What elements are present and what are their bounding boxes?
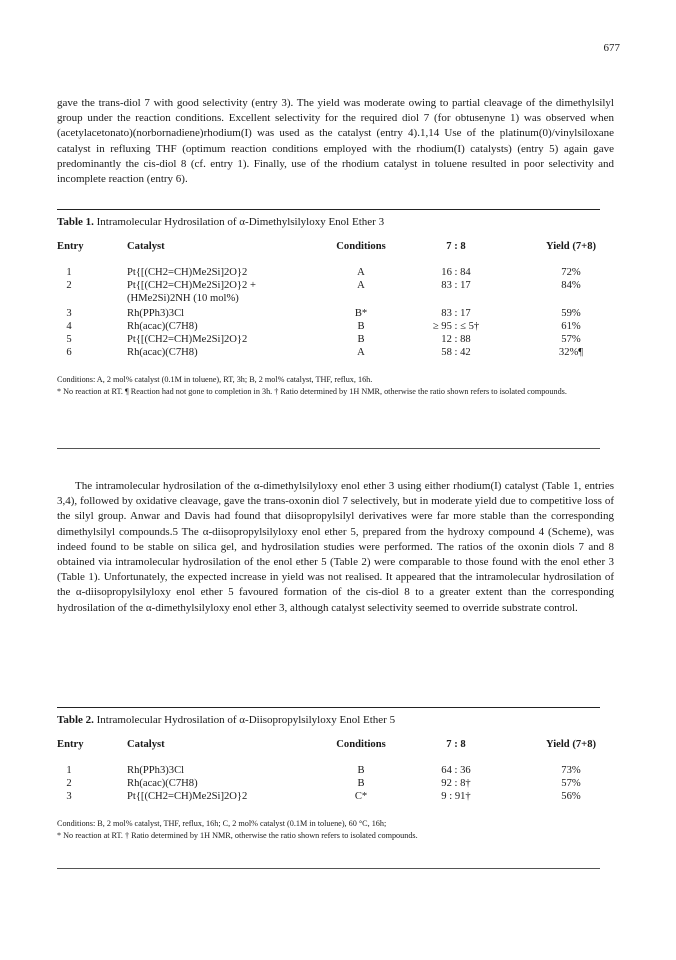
- table2-top-rule: [57, 707, 600, 708]
- yield-cell: 61%: [561, 321, 581, 332]
- yield-cell: 73%: [561, 765, 581, 776]
- ratio-cell: 92 : 8†: [441, 778, 471, 789]
- table1-caption: [57, 216, 614, 228]
- yield-cell: 57%: [561, 334, 581, 345]
- table2-header-yield: Yield (7+8): [545, 739, 597, 750]
- table1-top-rule: [57, 209, 600, 210]
- ratio-cell: 58 : 42: [441, 347, 471, 358]
- conditions-cell: A: [357, 347, 365, 358]
- table1-header-catalyst: Catalyst: [127, 241, 165, 252]
- table-2: [57, 714, 614, 842]
- catalyst-cell-line2: (HMe2Si)2NH (10 mol%): [127, 293, 239, 304]
- table1-header-yield: Yield (7+8): [545, 241, 597, 252]
- catalyst-cell: Pt{[(CH2=CH)Me2Si]2O}2: [127, 791, 248, 802]
- table1-header-row: [57, 241, 614, 257]
- table-row-continuation: [57, 293, 614, 306]
- ratio-cell: ≥ 95 : ≤ 5†: [432, 321, 480, 332]
- entry-cell: 1: [66, 765, 72, 776]
- entry-cell: 1: [66, 267, 72, 278]
- table-row: [57, 321, 614, 334]
- entry-cell: 3: [66, 308, 72, 319]
- paragraph-2: The intramolecular hydrosilation of the α-dimethylsilyloxy enol ether 3 using either rhodium(I) catalyst (Table 1, entries 3,4), followed by oxidative cleavage, gave the trans-oxonin diol 7 selectively, but in moderate yield due to competitive loss of the silyl group. Anwar and Davis had found that diisopropylsilyl derivatives were far more stable than the corresponding dimethylsilyl compounds.5 The α-diisopropylsilyloxy enol ether 5, prepared from the hydroxy compound 4 (Scheme), was indeed found to be stable on silica gel, and hydrosilation studies were performed. The ratios of the oxonin diols 7 and 8 obtained via intramolecular hydrosilation of the enol ether 5 (Table 2) were comparable to those found with the enol ether 3 (Table 1). Unfortunately, the expected increase in yield was not realised. It appeared that the intramolecular hydrosilation of the α-diisopropylsilyloxy enol ether 5 favoured formation of the cis-diol 8 to a greater extent than the corresponding hydrosilation of the α-dimethylsilyloxy enol ether 3, although catalyst selectivity seemed to override substrate control.: [57, 480, 614, 614]
- table-row: [57, 791, 614, 804]
- entry-cell: 6: [66, 347, 72, 358]
- table2-header-row: [57, 739, 614, 755]
- table1-header-conditions: Conditions: [336, 241, 386, 252]
- table1-header-entry: Entry: [57, 241, 84, 252]
- table2-body: [57, 765, 614, 804]
- table2-title: Intramolecular Hydrosilation of α-Diisopropylsilyloxy Enol Ether 5: [96, 714, 396, 726]
- conditions-cell: B: [357, 778, 365, 789]
- conditions-cell: B: [357, 334, 365, 345]
- catalyst-cell: Pt{[(CH2=CH)Me2Si]2O}2: [127, 267, 248, 278]
- table1-body: [57, 267, 614, 360]
- table1-label: Table 1.: [57, 216, 94, 228]
- catalyst-cell: Pt{[(CH2=CH)Me2Si]2O}2: [127, 334, 248, 345]
- catalyst-cell: Rh(PPh3)3Cl: [127, 308, 185, 319]
- table2-label: Table 2.: [57, 714, 94, 726]
- table-row: [57, 308, 614, 321]
- yield-cell: 59%: [561, 308, 581, 319]
- conditions-cell: B: [357, 321, 365, 332]
- conditions-cell: A: [357, 280, 365, 291]
- conditions-cell: C*: [354, 791, 368, 802]
- table2-header-catalyst: Catalyst: [127, 739, 165, 750]
- table-row: [57, 334, 614, 347]
- table-row: [57, 765, 614, 778]
- table-1: [57, 216, 614, 398]
- table-row: [57, 280, 614, 293]
- yield-cell: 56%: [561, 791, 581, 802]
- table2-header-conditions: Conditions: [336, 739, 386, 750]
- yield-cell: 84%: [561, 280, 581, 291]
- yield-cell: 57%: [561, 778, 581, 789]
- table2-note-conditions: Conditions: B, 2 mol% catalyst, THF, reflux, 16h; C, 2 mol% catalyst (0.1M in toluene), 60 °C, 16h;: [57, 819, 387, 828]
- conditions-cell: B*: [354, 308, 368, 319]
- table2-header-entry: Entry: [57, 739, 84, 750]
- table1-note-conditions: Conditions: A, 2 mol% catalyst (0.1M in toluene), RT, 3h; B, 2 mol% catalyst, THF, reflux, 16h.: [57, 375, 373, 384]
- page-number: 677: [603, 42, 620, 54]
- table2-header-ratio: 7 : 8: [446, 739, 466, 750]
- table1-header-ratio: 7 : 8: [446, 241, 466, 252]
- ratio-cell: 83 : 17: [441, 308, 471, 319]
- catalyst-cell: Rh(acac)(C7H8): [127, 778, 198, 789]
- table-row: [57, 347, 614, 360]
- table1-bottom-rule: [57, 448, 600, 449]
- yield-cell: 32%¶: [558, 347, 584, 358]
- table2-caption: [57, 714, 614, 726]
- catalyst-cell: Rh(acac)(C7H8): [127, 347, 198, 358]
- conditions-cell: A: [357, 267, 365, 278]
- table-row: [57, 778, 614, 791]
- catalyst-cell: Rh(PPh3)3Cl: [127, 765, 185, 776]
- table2-bottom-rule: [57, 868, 600, 869]
- table2-note-footnotes: * No reaction at RT. † Ratio determined by 1H NMR, otherwise the ratio shown refers to isolated compounds.: [57, 831, 418, 840]
- catalyst-cell: Pt{[(CH2=CH)Me2Si]2O}2 +: [127, 280, 256, 291]
- entry-cell: 3: [66, 791, 72, 802]
- table1-notes: [57, 374, 614, 398]
- paragraph-1: gave the trans-diol 7 with good selectivity (entry 3). The yield was moderate owing to partial cleavage of the dimethylsilyl group under the reaction conditions. Excellent selectivity for the required diol 7 (for obtusenyne 1) was observed when (acetylacetonato)(norbornadiene)rhodium(I) was used as the catalyst (entry 4).1,14 Use of the platinum(0)/vinylsiloxane catalyst in refluxing THF (optimum reaction conditions employed with the rhodium(I) catalysts) (entry 5) again gave predominantly the cis-diol 8 (cf. entry 1). Finally, use of the rhodium catalyst in toluene resulted in poor selectivity and incomplete reaction (entry 6).: [57, 97, 614, 186]
- entry-cell: 5: [66, 334, 72, 345]
- entry-cell: 2: [66, 778, 72, 789]
- ratio-cell: 83 : 17: [441, 280, 471, 291]
- yield-cell: 72%: [561, 267, 581, 278]
- ratio-cell: 12 : 88: [441, 334, 471, 345]
- table1-note-footnotes: * No reaction at RT. ¶ Reaction had not gone to completion in 3h. † Ratio determined by 1H NMR, otherwise the ratio shown refers to isolated compounds.: [57, 387, 567, 396]
- table-row: [57, 267, 614, 280]
- conditions-cell: B: [357, 765, 365, 776]
- ratio-cell: 9 : 91†: [441, 791, 471, 802]
- catalyst-cell: Rh(acac)(C7H8): [127, 321, 198, 332]
- ratio-cell: 64 : 36: [441, 765, 471, 776]
- table1-title: Intramolecular Hydrosilation of α-Dimethylsilyloxy Enol Ether 3: [96, 216, 385, 228]
- ratio-cell: 16 : 84: [441, 267, 471, 278]
- entry-cell: 2: [66, 280, 72, 291]
- table2-notes: [57, 818, 614, 842]
- entry-cell: 4: [66, 321, 72, 332]
